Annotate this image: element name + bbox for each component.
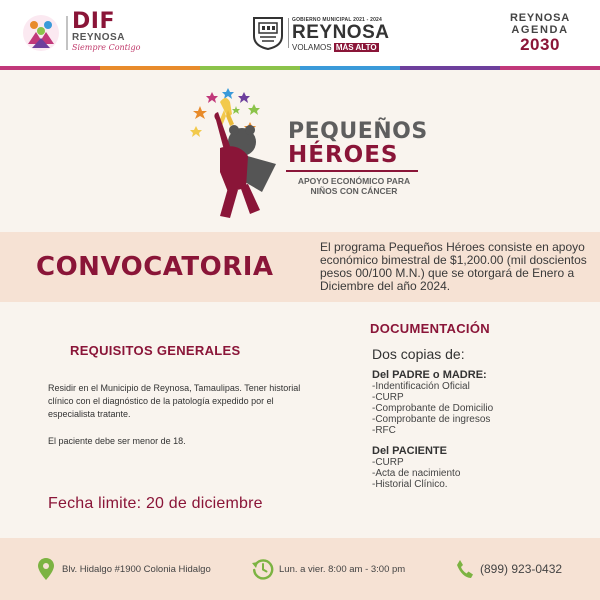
hero-divider [286, 170, 418, 172]
hero-title-line1: PEQUEÑOS [288, 119, 428, 144]
convocatoria-description: El programa Pequeños Héroes consiste en apoyo económico bimestral de $1,200.00 (mil doscientos pesos 00/100 M.N.) que se otorgará de Enero a Diciembre del año 2024. [320, 240, 587, 293]
reynosa-name: REYNOSA [292, 22, 390, 43]
list-item: -Comprobante de Domicilio [372, 403, 494, 414]
agenda-line1: REYNOSA [510, 12, 570, 24]
list-item: -RFC [372, 425, 396, 436]
agenda-line2: AGENDA [511, 24, 569, 36]
list-item: -Comprobante de ingresos [372, 414, 491, 425]
list-item: -Historial Clínico. [372, 479, 448, 490]
documentacion-patient-list [372, 457, 460, 490]
documentacion-parent-heading: Del PADRE o MADRE: [372, 369, 487, 381]
government-label: GOBIERNO MUNICIPAL 2021 - 2024 [292, 17, 383, 23]
phone-number[interactable]: (899) 923-0432 [480, 562, 563, 576]
reynosa-slogan [292, 43, 379, 53]
header [0, 0, 600, 66]
hero-subtitle-line2: NIÑOS CON CÁNCER [310, 186, 398, 196]
requisitos-title: REQUISITOS GENERALES [70, 343, 241, 358]
list-item: -CURP [372, 392, 404, 403]
list-item: -Indentificación Oficial [372, 381, 470, 392]
phone-icon [456, 559, 474, 579]
hero-title-line2: HÉROES [288, 142, 399, 168]
agenda-2030-logo [508, 12, 572, 56]
child-superhero-with-ribbon-icon [190, 84, 280, 224]
slogan-highlight: MÁS ALTO [335, 43, 377, 52]
dif-logo [22, 9, 141, 56]
slogan-prefix: VOLAMOS [292, 43, 332, 52]
convocatoria-title: CONVOCATORIA [36, 252, 274, 282]
agenda-line3: 2030 [520, 35, 560, 54]
reynosa-separator [288, 18, 289, 48]
documentacion-title: DOCUMENTACIÓN [370, 321, 490, 336]
dif-emblem-icon [22, 14, 60, 52]
hours-text: Lun. a vier. 8:00 am - 3:00 pm [279, 564, 406, 575]
documentacion-patient-heading: Del PACIENTE [372, 445, 447, 457]
clock-icon [252, 558, 274, 580]
dif-separator [66, 16, 68, 50]
location-pin-icon [38, 558, 54, 580]
list-item: -CURP [372, 457, 404, 468]
documentacion-intro: Dos copias de: [372, 346, 465, 362]
dif-city: REYNOSA [72, 32, 125, 43]
list-item: -Acta de nacimiento [372, 468, 461, 479]
municipal-shield-icon [252, 16, 284, 50]
hero-banner [0, 70, 600, 232]
deadline-text: Fecha limite: 20 de diciembre [48, 495, 263, 512]
dif-tagline: Siempre Contigo [72, 43, 141, 52]
hero-subtitle-line1: APOYO ECONÓMICO PARA [297, 176, 411, 186]
convocatoria-band [0, 232, 600, 302]
footer-contact-bar [0, 538, 600, 600]
dif-title: DIF [72, 9, 115, 34]
address-text: Blv. Hidalgo #1900 Colonia Hidalgo [62, 564, 211, 575]
main-content [0, 302, 600, 538]
requisitos-paragraph-1: Residir en el Municipio de Reynosa, Tamaulipas. Tener historial clínico con el diagnóstico de la patología expedido por el especialista tratante. [48, 383, 301, 419]
reynosa-government-logo [252, 14, 392, 54]
requisitos-paragraph-2: El paciente debe ser menor de 18. [48, 436, 186, 446]
documentacion-parent-list [372, 381, 493, 436]
